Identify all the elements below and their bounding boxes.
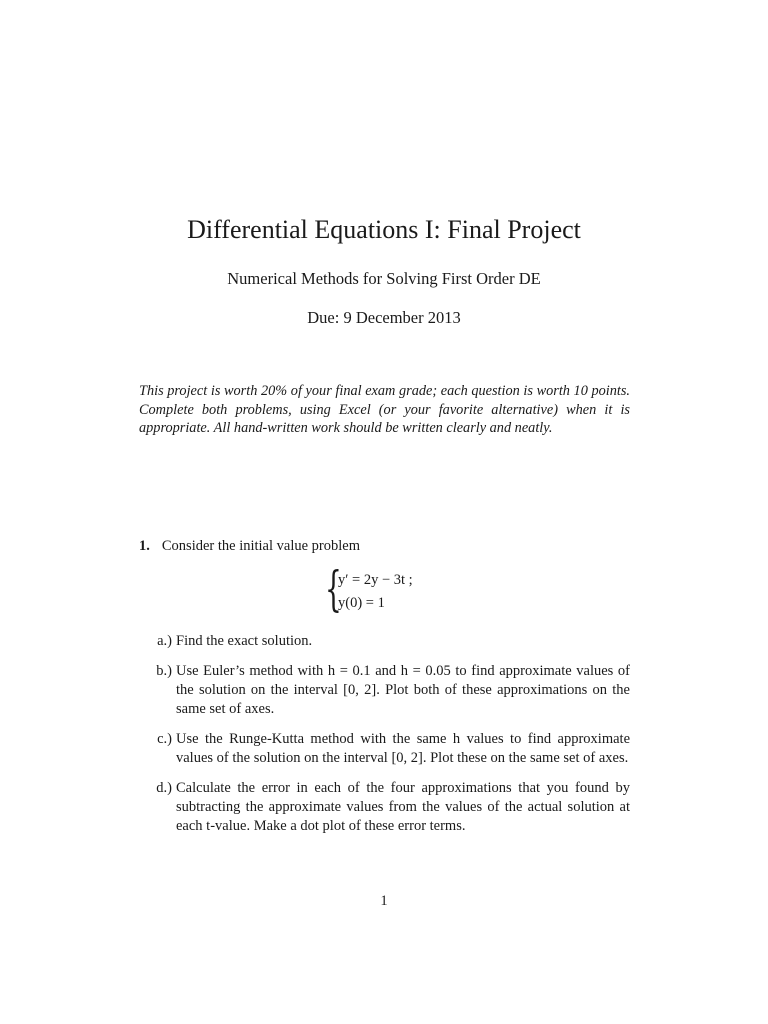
- problem-number: 1.: [139, 538, 150, 554]
- intro-paragraph: This project is worth 20% of your final exam grade; each question is worth 10 points. Complete both problems, using Excel (or your favorite alternative) when it is appropriate. All hand-written work should be written clearly and neatly.: [139, 383, 630, 437]
- item-text: Use Euler’s method with h = 0.1 and h = 0.05 to find approximate values of the solution on the interval [0, 2]. Plot both of these approximations on the same set of axes.: [176, 663, 630, 717]
- item-label: b.): [156, 663, 172, 679]
- item-text: Use the Runge-Kutta method with the same h values to find approximate values of the solution on the interval [0, 2]. Plot these on the same set of axes.: [176, 731, 630, 766]
- initial-condition: y(0) = 1: [338, 595, 385, 611]
- item-label: a.): [157, 633, 172, 649]
- page-number: 1: [380, 893, 388, 909]
- item-text: Calculate the error in each of the four approximations that you found by subtracting the approximate values from the values of the actual solution at each t-value. Make a dot plot of these error terms.: [176, 780, 630, 834]
- list-item: [139, 632, 630, 651]
- list-item: [139, 662, 630, 719]
- document-title: Differential Equations I: Final Project: [187, 215, 581, 244]
- left-brace-symbol: {: [325, 561, 342, 617]
- document-subtitle: Numerical Methods for Solving First Order DE: [227, 269, 541, 288]
- list-item: [139, 779, 630, 836]
- problem-heading: [139, 537, 630, 556]
- differential-equation: y′ = 2y − 3t ;: [338, 572, 413, 588]
- item-label: c.): [157, 731, 172, 747]
- problem-statement: Consider the initial value problem: [161, 538, 360, 554]
- list-item: [139, 730, 630, 768]
- item-label: d.): [156, 780, 172, 796]
- due-date: Due: 9 December 2013: [307, 308, 461, 327]
- problem-items: [139, 632, 630, 836]
- item-text: Find the exact solution.: [176, 633, 313, 649]
